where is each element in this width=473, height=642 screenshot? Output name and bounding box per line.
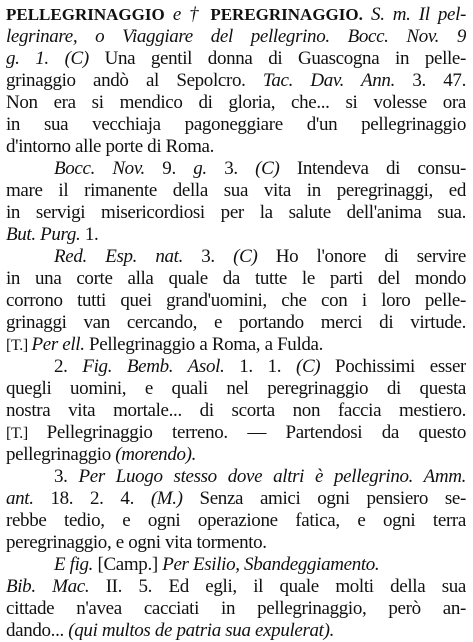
- text-segment: ant.: [6, 488, 34, 509]
- text-segment: in servigi misericordiosi per la salute dell'anima sua.: [6, 202, 466, 223]
- text-line: [6, 334, 466, 356]
- text-line: [6, 202, 466, 224]
- text-line: [6, 488, 466, 510]
- text-line: [6, 224, 466, 246]
- text-segment: mare il rimanente della sua vita in peregrinaggi, ed: [6, 180, 466, 201]
- text-segment: Senza amici ogni pensiero se-: [182, 488, 466, 509]
- text-segment: g.: [193, 158, 207, 179]
- text-segment: Bib. Mac.: [6, 576, 90, 597]
- text-line: [6, 48, 466, 70]
- text-segment: (qui multos de patria sua expulerat).: [68, 620, 334, 641]
- text-line: [6, 356, 466, 378]
- headword: PEREGRINAGGIO.: [210, 5, 363, 24]
- text-segment: 3. 47.: [394, 70, 466, 91]
- text-line: [6, 510, 466, 532]
- text-segment: Ho l'onore di servire: [257, 246, 466, 267]
- text-segment: grinaggi van cercando, e portando merci di virtude.: [6, 312, 466, 333]
- text-line: [6, 290, 466, 312]
- text-segment: Per Esilio, Sbandeggiamento.: [162, 554, 380, 575]
- text-segment: nostra vita mortale... di scorta non faccia mestiero.: [6, 400, 466, 421]
- text-segment: pellegrinaggio: [6, 444, 116, 465]
- text-segment: [T.]: [6, 425, 47, 442]
- text-segment: d'intorno alle porte di Roma.: [6, 136, 215, 157]
- text-segment: dando...: [6, 620, 69, 641]
- text-line: [6, 378, 466, 400]
- text-segment: Per Luogo stesso dove altri è pellegrino. Amm.: [78, 466, 466, 487]
- dictionary-entry-pellegrinaggio: [6, 4, 466, 642]
- text-segment: Pochissimi esser: [320, 356, 466, 377]
- text-line: [6, 554, 466, 576]
- text-segment: legrinare, o Viaggiare del pellegrino. Bocc. Nov. 9: [6, 26, 466, 47]
- text-segment: Fig. Bemb. Asol.: [82, 356, 225, 377]
- text-segment: Tac. Dav. Ann.: [262, 70, 395, 91]
- text-line: [6, 576, 466, 598]
- text-segment: (C): [295, 356, 321, 377]
- text-segment: 1.: [80, 224, 99, 245]
- text-segment: Pellegrinaggio a Roma, a Fulda.: [84, 334, 324, 355]
- text-segment: in sua vecchiaja pagoneggiare d'un pellegrinaggio: [6, 114, 466, 135]
- text-segment: Per ell.: [31, 334, 85, 355]
- text-segment: 9.: [144, 158, 194, 179]
- text-segment: Red. Esp. nat.: [54, 246, 183, 267]
- text-line: [6, 4, 466, 26]
- text-line: [6, 136, 466, 158]
- text-segment: Non era si mendico di gloria, che... si volesse ora: [6, 92, 466, 113]
- text-segment: Pellegrinaggio terreno. — Partendosi da questo: [46, 422, 466, 443]
- text-segment: 2.: [54, 356, 83, 377]
- text-segment: (C): [64, 48, 89, 69]
- text-segment: Intendeva di consu-: [279, 158, 466, 179]
- text-line: [6, 268, 466, 290]
- text-segment: rebbe tedio, e ogni operazione fatica, e ogni terra: [6, 510, 466, 531]
- text-segment: 1. 1.: [224, 356, 296, 377]
- text-segment: (C): [255, 158, 280, 179]
- text-line: [6, 312, 466, 334]
- text-line: [6, 70, 466, 92]
- text-segment: e †: [164, 4, 211, 25]
- text-segment: 3.: [182, 246, 234, 267]
- text-segment: But. Purg.: [6, 224, 81, 245]
- text-segment: grinaggio andò al Sepolcro.: [6, 70, 263, 91]
- text-segment: S. m. Il pel-: [362, 4, 466, 25]
- text-segment: (morendo).: [115, 444, 196, 465]
- headword: PELLEGRINAGGIO: [6, 5, 165, 24]
- text-segment: in una corte alla quale da tutte le parti del mondo: [6, 268, 466, 289]
- text-segment: II. 5. Ed egli, il quale molti della sua: [89, 576, 466, 597]
- text-segment: quegli uomini, e quali nel peregrinaggio di questa: [6, 378, 466, 399]
- text-segment: [T.]: [6, 337, 32, 354]
- text-line: [6, 92, 466, 114]
- text-line: [6, 444, 466, 466]
- text-segment: peregrinaggio, e ogni vita tormento.: [6, 532, 267, 553]
- text-line: [6, 422, 466, 444]
- text-line: [6, 532, 466, 554]
- text-segment: corrono tutti quei grand'uomini, che con i loro pelle-: [6, 290, 466, 311]
- text-line: [6, 180, 466, 202]
- text-line: [6, 466, 466, 488]
- text-segment: 3.: [206, 158, 256, 179]
- text-line: [6, 400, 466, 422]
- text-line: [6, 620, 466, 642]
- text-segment: (C): [233, 246, 258, 267]
- text-segment: (M.): [150, 488, 183, 509]
- text-segment: 18. 2. 4.: [33, 488, 151, 509]
- text-segment: [Camp.]: [93, 554, 163, 575]
- text-segment: 3.: [54, 466, 79, 487]
- text-line: [6, 598, 466, 620]
- text-segment: E fig.: [54, 554, 94, 575]
- text-segment: Bocc. Nov.: [54, 158, 145, 179]
- text-segment: g. 1.: [6, 48, 65, 69]
- text-line: [6, 26, 466, 48]
- text-line: [6, 158, 466, 180]
- text-line: [6, 114, 466, 136]
- text-line: [6, 246, 466, 268]
- text-segment: cittade n'avea cacciati in pellegrinaggio, però an-: [6, 598, 466, 619]
- text-segment: Una gentil donna di Guascogna in pelle-: [88, 48, 466, 69]
